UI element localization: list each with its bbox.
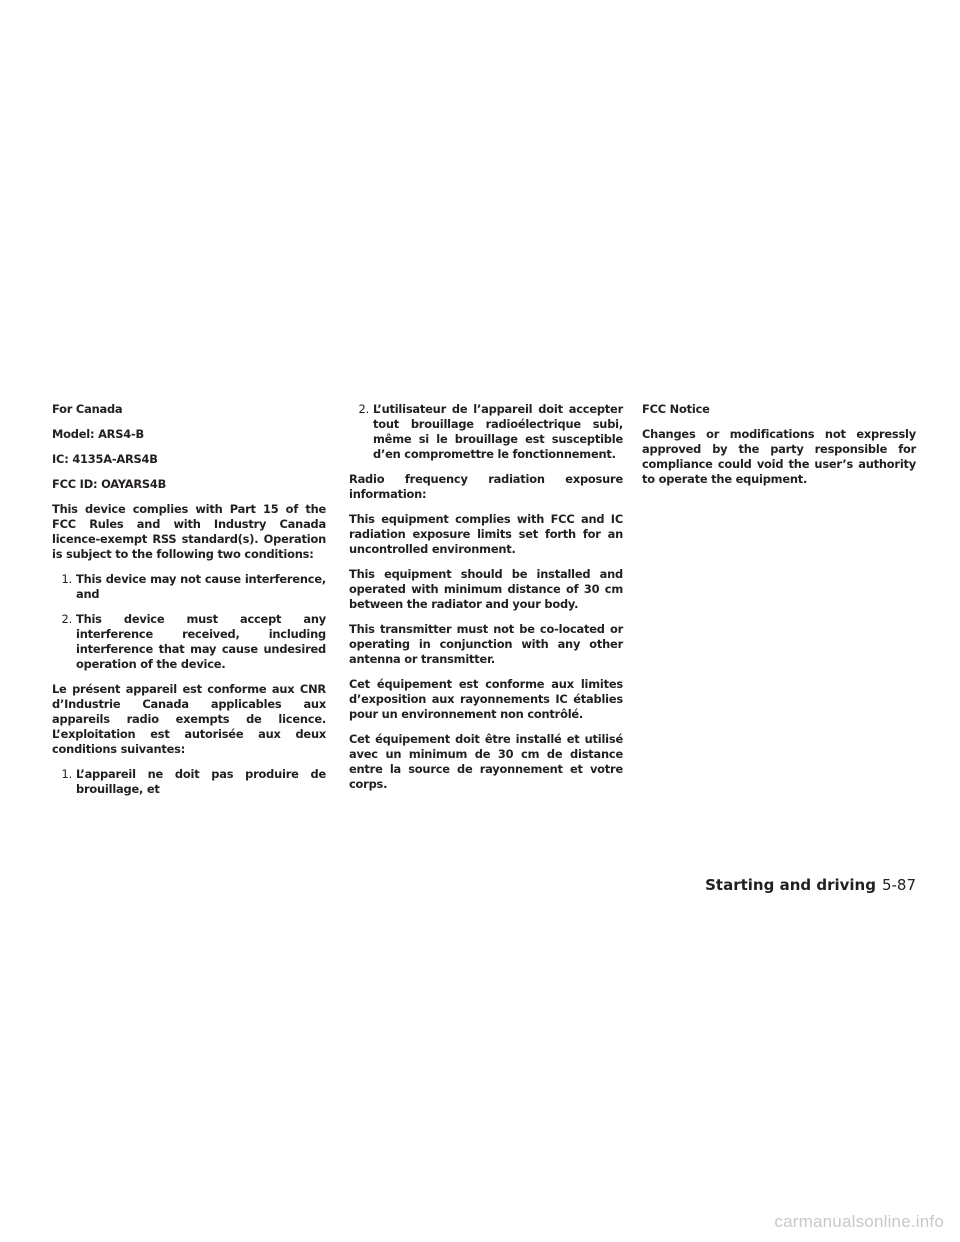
rf-paragraph: Cet équipement doit être installé et utilisé avec un minimum de 30 cm de distance entre la source de rayonnement et votre corps. [349,732,623,791]
page-number: 5-87 [881,876,916,894]
ic-line: IC: 4135A-ARS4B [52,452,158,466]
heading-for-canada: For Canada [52,402,123,416]
watermark: carmanualsonline.info [774,1212,944,1231]
list-text: This device must accept any interference received, including interference that may cause undesired operation of the device. [76,612,326,671]
list-item [52,612,326,672]
intro-english: This device complies with Part 15 of the FCC Rules and with Industry Canada licence-exempt RSS standard(s). Operation is subject to the following two conditions: [52,502,326,561]
footer-section-title: Starting and driving [705,876,876,894]
page-footer [705,876,916,894]
column-3 [642,402,916,497]
list-item [52,572,326,602]
rf-exposure-heading: Radio frequency radiation exposure information: [349,472,623,501]
heading-fcc-notice: FCC Notice [642,402,710,416]
list-item [52,767,326,797]
intro-french: Le présent appareil est conforme aux CNR d’Industrie Canada applicables aux appareils radio exempts de licence. L’exploitation est autorisée aux deux conditions suivantes: [52,682,326,756]
column-2 [349,402,623,802]
fcc-id-line: FCC ID: OAYARS4B [52,477,167,491]
list-text: This device may not cause interference, and [76,572,326,601]
rf-paragraph: This transmitter must not be co-located or operating in conjunction with any other antenna or transmitter. [349,622,623,666]
list-text: L’utilisateur de l’appareil doit accepter tout brouillage radioélectrique subi, même si le brouillage est susceptible d’en compromettre le fonctionnement. [373,402,623,461]
rf-paragraph: Cet équipement est conforme aux limites d’exposition aux rayonnements IC établies pour un environnement non contrôlé. [349,677,623,721]
fcc-notice-body: Changes or modifications not expressly approved by the party responsible for compliance could void the user’s authority to operate the equipment. [642,427,916,486]
list-number: 1. [61,572,72,586]
list-text: L’appareil ne doit pas produire de brouillage, et [76,767,326,796]
list-number: 2. [358,402,369,416]
rf-paragraph: This equipment complies with FCC and IC radiation exposure limits set forth for an uncontrolled environment. [349,512,623,556]
list-number: 1. [61,767,72,781]
rf-paragraph: This equipment should be installed and operated with minimum distance of 30 cm between the radiator and your body. [349,567,623,611]
list-number: 2. [61,612,72,626]
model-line: Model: ARS4-B [52,427,144,441]
column-1 [52,402,326,807]
list-item [349,402,623,462]
